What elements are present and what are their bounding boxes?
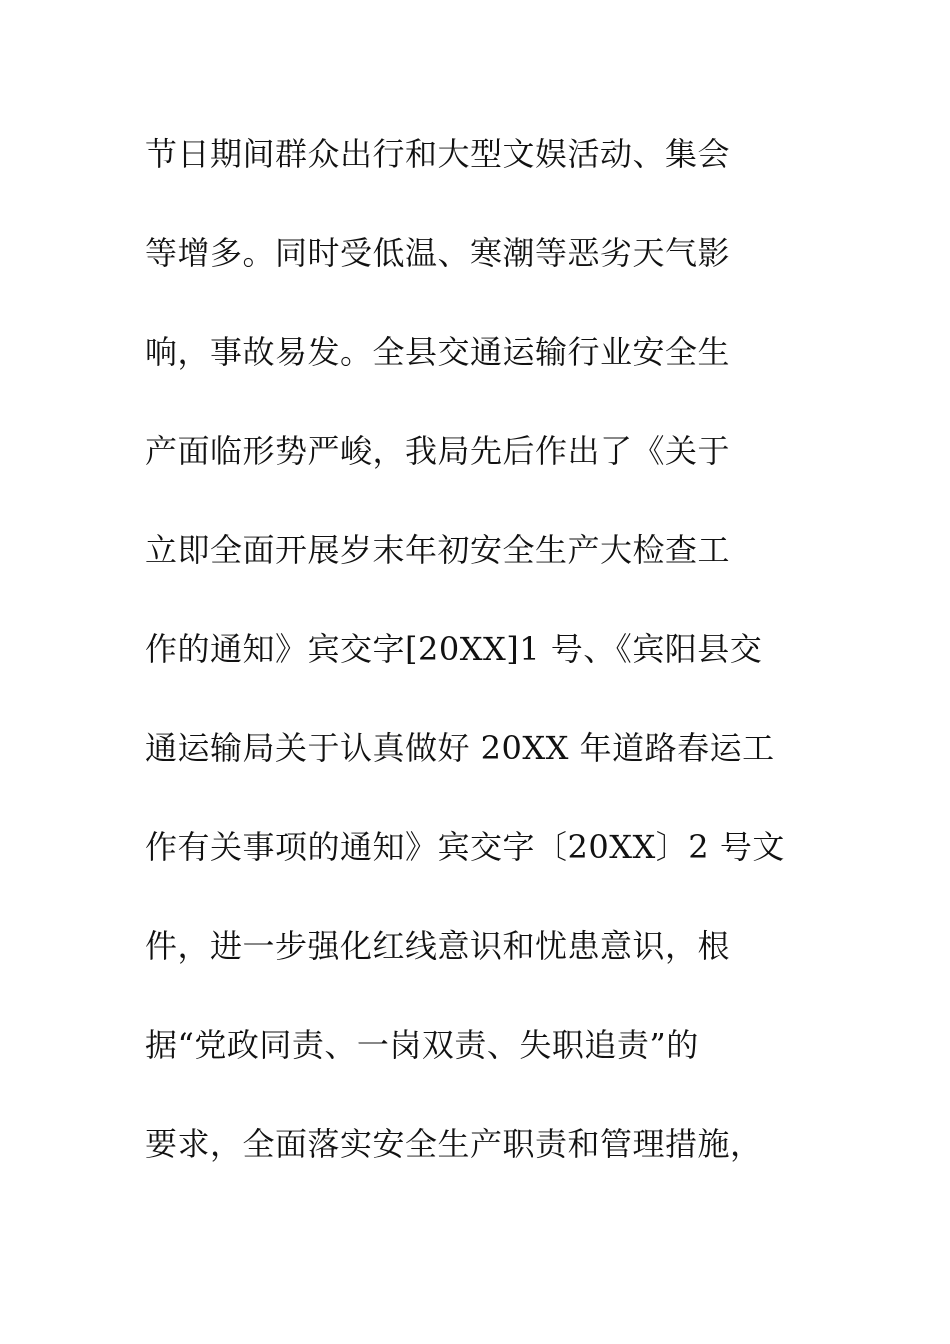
text-line: 等增多。同时受低温、寒潮等恶劣天气影 xyxy=(145,234,731,272)
text-line: 节日期间群众出行和大型文娱活动、集会 xyxy=(145,135,731,173)
text-line: 件，进一步强化红线意识和忧患意识，根 xyxy=(145,927,731,965)
text-line: 据“党政同责、一岗双责、失职追责”的 xyxy=(145,1026,699,1064)
text-line: 通运输局关于认真做好 20XX 年道路春运工 xyxy=(145,729,775,767)
text-line: 作的通知》宾交字[20XX]1 号、《宾阳县交 xyxy=(145,630,763,668)
text-line: 立即全面开展岁末年初安全生产大检查工 xyxy=(145,531,731,569)
text-line: 要求，全面落实安全生产职责和管理措施， xyxy=(145,1125,763,1163)
text-line: 作有关事项的通知》宾交字〔20XX〕2 号文 xyxy=(145,828,785,866)
body-paragraph xyxy=(145,126,825,1215)
text-line: 响，事故易发。全县交通运输行业安全生 xyxy=(145,333,731,371)
text-line: 产面临形势严峻，我局先后作出了《关于 xyxy=(145,432,731,470)
